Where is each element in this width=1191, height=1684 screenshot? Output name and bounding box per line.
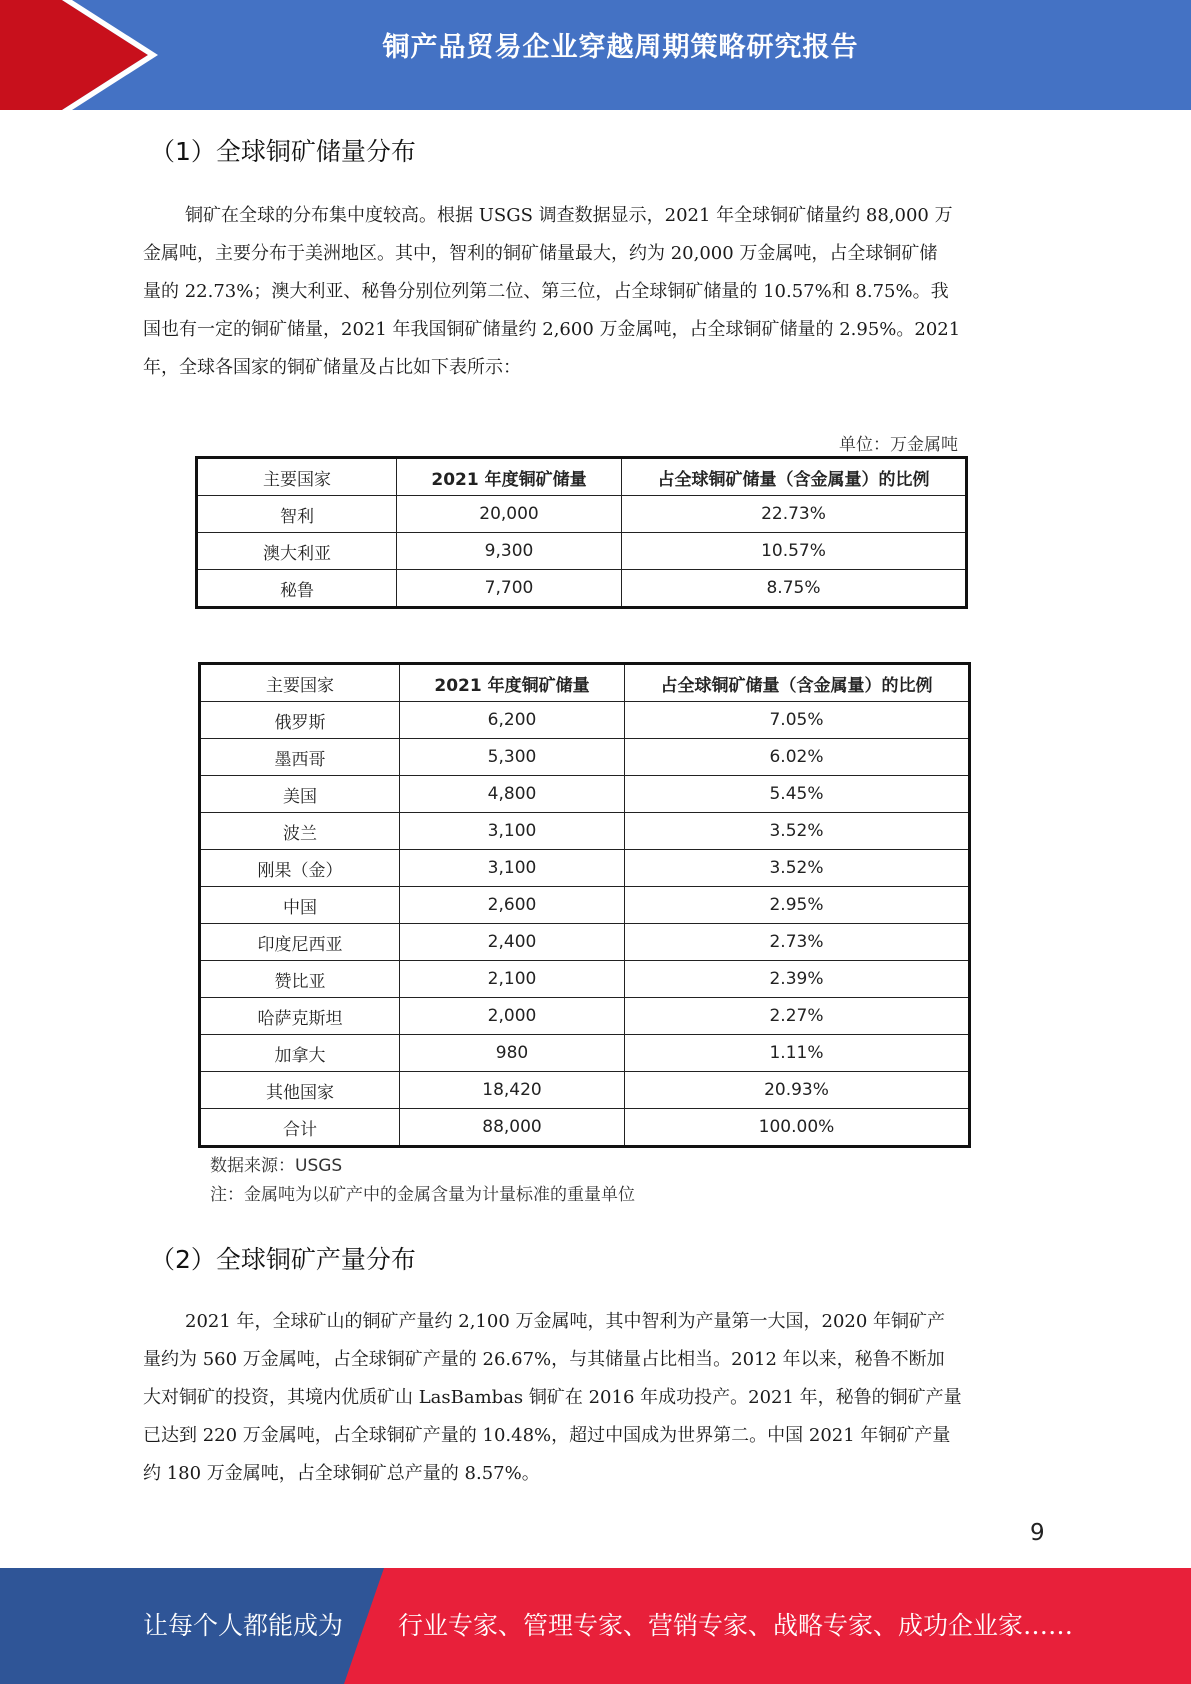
reserve-cell: 18,420	[400, 1072, 625, 1109]
header-country: 主要国家	[200, 664, 400, 702]
paragraph-line: 金属吨，主要分布于美洲地区。其中，智利的铜矿储量最大，约为 20,000 万金属吨，占全球铜矿储	[143, 243, 938, 264]
table-row	[200, 1109, 970, 1147]
reserve-cell: 20,000	[397, 496, 622, 533]
country-cell: 中国	[200, 887, 400, 924]
reserve-cell: 6,200	[400, 702, 625, 739]
header-share: 占全球铜矿储量（含金属量）的比例	[625, 664, 970, 702]
table-row	[200, 739, 970, 776]
header-reserve-2021: 2021 年度铜矿储量	[400, 664, 625, 702]
country-cell: 美国	[200, 776, 400, 813]
reserve-cell: 88,000	[400, 1109, 625, 1147]
page-header	[0, 0, 1191, 110]
country-cell: 赞比亚	[200, 961, 400, 998]
header-reserve-2021: 2021 年度铜矿储量	[397, 458, 622, 496]
reserve-cell: 2,100	[400, 961, 625, 998]
reserves-table-part2	[198, 662, 971, 1148]
paragraph-line: 国也有一定的铜矿储量，2021 年我国铜矿储量约 2,600 万金属吨，占全球铜矿储量的 2.95%。2021	[143, 319, 961, 340]
share-cell: 22.73%	[622, 496, 967, 533]
table-row	[200, 887, 970, 924]
reserve-cell: 2,400	[400, 924, 625, 961]
section-heading-reserves: （1）全球铜矿储量分布	[150, 137, 416, 166]
paragraph-line: 年，全球各国家的铜矿储量及占比如下表所示：	[143, 357, 521, 378]
share-cell: 3.52%	[625, 850, 970, 887]
share-cell: 10.57%	[622, 533, 967, 570]
paragraph-line: 大对铜矿的投资，其境内优质矿山 LasBambas 铜矿在 2016 年成功投产。2021 年，秘鲁的铜矿产量	[143, 1387, 962, 1408]
unit-definition-note: 注：金属吨为以矿产中的金属含量为计量标准的重量单位	[210, 1185, 635, 1205]
table-row	[200, 813, 970, 850]
page-number: 9	[1030, 1520, 1045, 1546]
share-cell: 2.39%	[625, 961, 970, 998]
reserve-cell: 3,100	[400, 813, 625, 850]
reserve-cell: 9,300	[397, 533, 622, 570]
reserve-cell: 980	[400, 1035, 625, 1072]
reserves-table-part1	[195, 456, 968, 609]
table-row	[197, 570, 967, 608]
table-row	[200, 1035, 970, 1072]
paragraph-line: 量的 22.73%；澳大利亚、秘鲁分别位列第二位、第三位，占全球铜矿储量的 10.57%和 8.75%。我	[143, 281, 949, 302]
reserve-cell: 4,800	[400, 776, 625, 813]
reserve-cell: 2,000	[400, 998, 625, 1035]
country-cell: 俄罗斯	[200, 702, 400, 739]
table-row	[200, 850, 970, 887]
country-cell: 秘鲁	[197, 570, 397, 608]
table-row	[200, 776, 970, 813]
table-row	[197, 496, 967, 533]
paragraph-line: 2021 年，全球矿山的铜矿产量约 2,100 万金属吨，其中智利为产量第一大国，2020 年铜矿产	[185, 1311, 946, 1332]
share-cell: 20.93%	[625, 1072, 970, 1109]
table-row	[197, 533, 967, 570]
table-header-row	[200, 664, 970, 702]
country-cell: 墨西哥	[200, 739, 400, 776]
header-share: 占全球铜矿储量（含金属量）的比例	[622, 458, 967, 496]
share-cell: 2.73%	[625, 924, 970, 961]
paragraph-reserves	[143, 197, 1048, 387]
country-cell: 加拿大	[200, 1035, 400, 1072]
paragraph-line: 约 180 万金属吨，占全球铜矿总产量的 8.57%。	[143, 1463, 540, 1484]
country-cell: 合计	[200, 1109, 400, 1147]
footer-slogan-right: 行业专家、管理专家、营销专家、战略专家、成功企业家……	[398, 1611, 1074, 1640]
table-row	[200, 961, 970, 998]
share-cell: 6.02%	[625, 739, 970, 776]
reserve-cell: 7,700	[397, 570, 622, 608]
share-cell: 2.27%	[625, 998, 970, 1035]
data-source-note: 数据来源：USGS	[210, 1156, 343, 1176]
section-heading-production: （2）全球铜矿产量分布	[150, 1245, 416, 1274]
table-row	[200, 998, 970, 1035]
share-cell: 1.11%	[625, 1035, 970, 1072]
page-footer	[0, 1568, 1191, 1684]
reserve-cell: 3,100	[400, 850, 625, 887]
table-unit-label: 单位：万金属吨	[839, 435, 958, 455]
report-title: 铜产品贸易企业穿越周期策略研究报告	[382, 32, 859, 63]
country-cell: 波兰	[200, 813, 400, 850]
country-cell: 哈萨克斯坦	[200, 998, 400, 1035]
country-cell: 澳大利亚	[197, 533, 397, 570]
footer-slogan-left: 让每个人都能成为	[143, 1611, 344, 1640]
share-cell: 3.52%	[625, 813, 970, 850]
share-cell: 5.45%	[625, 776, 970, 813]
table-row	[200, 924, 970, 961]
reserve-cell: 5,300	[400, 739, 625, 776]
table-row	[200, 1072, 970, 1109]
table-row	[200, 702, 970, 739]
paragraph-line: 已达到 220 万金属吨，占全球铜矿产量的 10.48%，超过中国成为世界第二。中国 2021 年铜矿产量	[143, 1425, 951, 1446]
share-cell: 100.00%	[625, 1109, 970, 1147]
paragraph-line: 量约为 560 万金属吨，占全球铜矿产量的 26.67%，与其储量占比相当。2012 年以来，秘鲁不断加	[143, 1349, 945, 1370]
share-cell: 2.95%	[625, 887, 970, 924]
header-country: 主要国家	[197, 458, 397, 496]
reserve-cell: 2,600	[400, 887, 625, 924]
paragraph-line: 铜矿在全球的分布集中度较高。根据 USGS 调查数据显示，2021 年全球铜矿储量约 88,000 万	[185, 205, 953, 226]
paragraph-production	[143, 1303, 1048, 1493]
country-cell: 智利	[197, 496, 397, 533]
table-header-row	[197, 458, 967, 496]
share-cell: 8.75%	[622, 570, 967, 608]
country-cell: 其他国家	[200, 1072, 400, 1109]
country-cell: 印度尼西亚	[200, 924, 400, 961]
share-cell: 7.05%	[625, 702, 970, 739]
country-cell: 刚果（金）	[200, 850, 400, 887]
